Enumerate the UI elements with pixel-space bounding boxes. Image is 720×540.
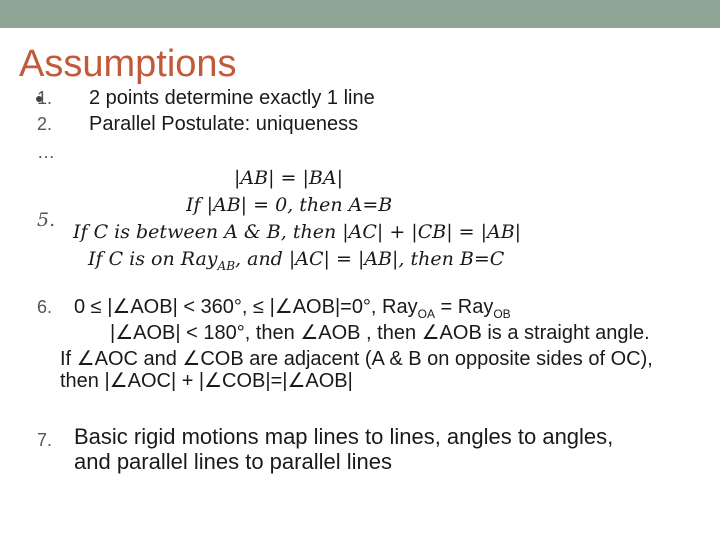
item-7-line-1: Basic rigid motions map lines to lines, angles to angles, bbox=[74, 424, 614, 449]
item-5-number: 5. bbox=[37, 209, 56, 231]
item-5-line-4: If C is on Ray$_{AB}$, and |AC| = |AB|, then B=C bbox=[88, 248, 505, 273]
item-1-number: 1. bbox=[37, 88, 53, 108]
item-6-line-4: then |∠AOC| + |∠COB|=|∠AOB| bbox=[60, 370, 353, 392]
item-5-line-3: If C is between A & B, then |AC| + |CB| = |AB| bbox=[73, 221, 522, 243]
item-7-line-2: and parallel lines to parallel lines bbox=[74, 449, 392, 474]
item-6-line-1: 0 ≤ |∠AOB| < 360°, ≤ |∠AOB|=0°, Ray$_{OA}$ = Ray$_{OB}$ bbox=[74, 296, 511, 321]
item-6-line-2: |∠AOB| < 180°, then ∠AOB , then ∠AOB is a straight angle. bbox=[110, 322, 650, 344]
ellipsis: … bbox=[37, 142, 55, 162]
item-2-number: 2. bbox=[37, 114, 53, 134]
item-5-line-1: |AB| = |BA| bbox=[234, 167, 343, 189]
item-7-number: 7. bbox=[37, 430, 53, 450]
item-6-number: 6. bbox=[37, 297, 53, 317]
slide-title: Assumptions bbox=[19, 43, 237, 85]
item-2-text: Parallel Postulate: uniqueness bbox=[89, 113, 359, 135]
item-5-line-2: If |AB| = 0, then A=B bbox=[186, 194, 393, 216]
top-accent-bar bbox=[0, 0, 720, 28]
item-6-line-3: If ∠AOC and ∠COB are adjacent (A & B on opposite sides of OC), bbox=[60, 348, 653, 370]
item-1-text: 2 points determine exactly 1 line bbox=[89, 87, 375, 109]
